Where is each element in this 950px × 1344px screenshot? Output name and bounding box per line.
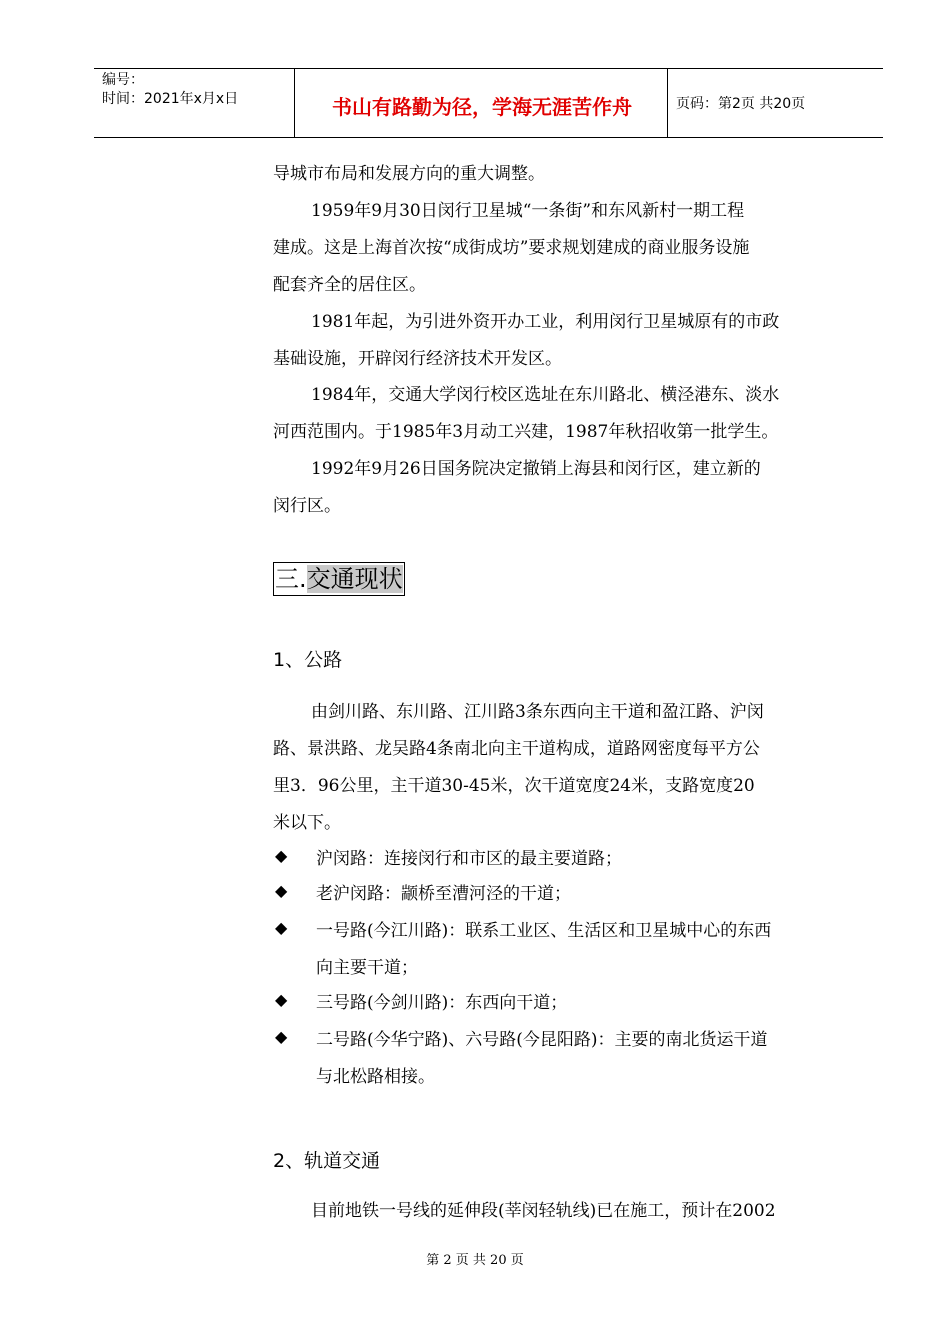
list-item: 三号路(今剑川路)：东西向干道；: [316, 993, 568, 1013]
bullet-diamond-icon: ◆: [275, 990, 288, 1009]
bullet-diamond-icon: ◆: [275, 846, 288, 865]
subsection-heading: 2、轨道交通: [273, 1150, 381, 1172]
list-item: 与北松路相接。: [316, 1067, 435, 1087]
header-motto: 书山有路勤为径，学海无涯苦作舟: [332, 95, 632, 119]
paragraph-line: 1981年起，为引进外资开办工业，利用闵行卫星城原有的市政: [311, 312, 780, 332]
page-footer: 第 2 页 共 20 页: [426, 1253, 524, 1268]
document-header: [94, 68, 883, 138]
list-item: 沪闵路：连接闵行和市区的最主要道路；: [316, 849, 622, 869]
header-divider: [294, 69, 295, 137]
time-label: 时间：2021年x月x日: [102, 91, 239, 107]
paragraph-line: 1984年，交通大学闵行校区选址在东川路北、横泾港东、淡水: [311, 385, 780, 405]
paragraph-line: 闵行区。: [273, 496, 341, 516]
paragraph-line: 导城市布局和发展方向的重大调整。: [273, 164, 545, 184]
list-item: 向主要干道；: [316, 958, 418, 978]
paragraph-line: 配套齐全的居住区。: [273, 275, 426, 295]
section-number: 三.: [275, 565, 307, 593]
paragraph-line: 基础设施，开辟闵行经济技术开发区。: [273, 349, 562, 369]
list-item: 一号路(今江川路)：联系工业区、生活区和卫星城中心的东西: [316, 921, 772, 941]
bullet-diamond-icon: ◆: [275, 881, 288, 900]
section-title: 交通现状: [306, 565, 403, 593]
number-label: 编号：: [102, 72, 144, 88]
list-item: 老沪闵路：颛桥至漕河泾的干道；: [316, 884, 571, 904]
paragraph-line: 河西范围内。于1985年3月动工兴建，1987年秋招收第一批学生。: [273, 422, 779, 442]
bullet-diamond-icon: ◆: [275, 1027, 288, 1046]
subsection-heading: 1、公路: [273, 649, 343, 671]
paragraph-line: 米以下。: [273, 813, 341, 833]
paragraph-line: 1959年9月30日闵行卫星城“一条街”和东风新村一期工程: [311, 201, 745, 221]
paragraph-line: 由剑川路、东川路、江川路3条东西向主干道和盈江路、沪闵: [311, 702, 764, 722]
bullet-diamond-icon: ◆: [275, 918, 288, 937]
paragraph-line: 1992年9月26日国务院决定撤销上海县和闵行区，建立新的: [311, 459, 761, 479]
header-meta: [102, 71, 238, 109]
list-item: 二号路(今华宁路)、六号路(今昆阳路)：主要的南北货运干道: [316, 1030, 768, 1050]
header-page-info: 页码：第2页 共20页: [676, 96, 806, 112]
paragraph-line: 目前地铁一号线的延伸段(莘闵轻轨线)已在施工，预计在2002: [311, 1201, 776, 1221]
paragraph-line: 建成。这是上海首次按“成街成坊”要求规划建成的商业服务设施: [273, 238, 750, 258]
paragraph-line: 里3．96公里，主干道30-45米，次干道宽度24米，支路宽度20: [273, 776, 755, 796]
paragraph-line: 路、景洪路、龙吴路4条南北向主干道构成，道路网密度每平方公: [273, 739, 760, 759]
header-divider: [667, 69, 668, 137]
section-heading: [273, 562, 405, 596]
